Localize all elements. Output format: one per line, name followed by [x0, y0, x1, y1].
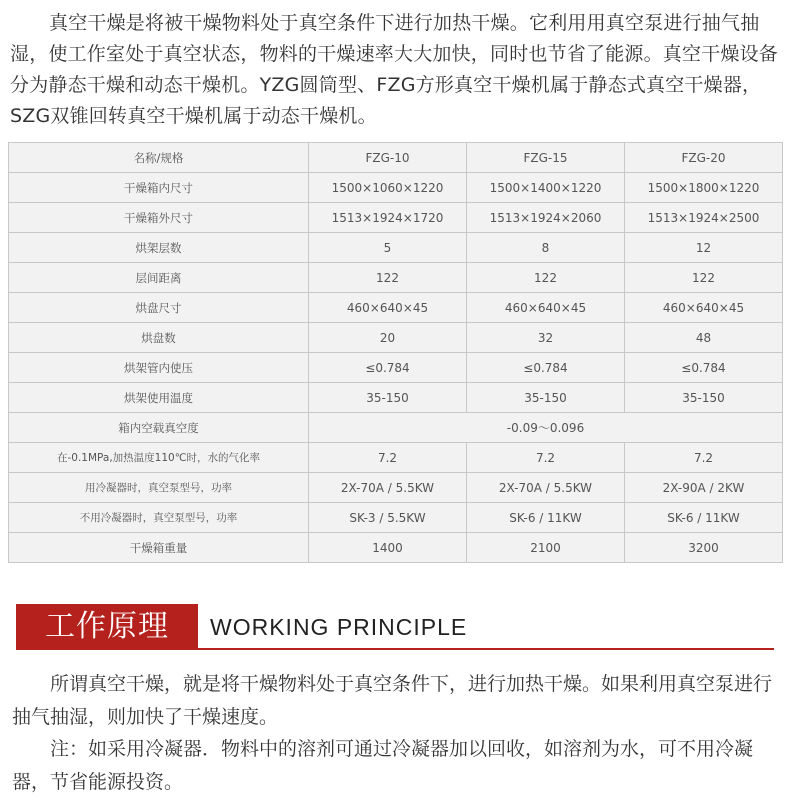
table-cell: ≤0.784	[467, 353, 625, 383]
section-title: 工作原理	[45, 609, 169, 644]
header-cell-model: FZG-15	[467, 143, 625, 173]
principle-paragraph: 所谓真空干燥，就是将干燥物料处于真空条件下，进行加热干燥。如果利用真空泵进行抽气抽湿，则加快了干燥速度。	[12, 673, 773, 728]
table-row	[9, 323, 783, 353]
header-cell-model: FZG-10	[309, 143, 467, 173]
table-cell: 122	[625, 263, 783, 293]
table-cell: 8	[467, 233, 625, 263]
row-label: 干燥箱重量	[9, 533, 309, 563]
section-subtitle: WORKING PRINCIPLE	[210, 614, 468, 640]
table-row	[9, 503, 783, 533]
row-label: 用冷凝器时，真空泵型号，功率	[9, 473, 309, 503]
table-cell: 1513×1924×2500	[625, 203, 783, 233]
table-cell: SK-6 / 11KW	[625, 503, 783, 533]
table-row	[9, 383, 783, 413]
table-cell: 35-150	[467, 383, 625, 413]
header-cell-model: FZG-20	[625, 143, 783, 173]
row-label: 在-0.1MPa,加热温度110℃时，水的气化率	[9, 443, 309, 473]
row-label: 烘盘尺寸	[9, 293, 309, 323]
row-label: 烘盘数	[9, 323, 309, 353]
table-cell: 122	[467, 263, 625, 293]
intro-paragraph: 真空干燥是将被干燥物料处于真空条件下进行加热干燥。它利用用真空泵进行抽气抽湿，使工作室处于真空状态，物料的干燥速率大大加快，同时也节省了能源。真空干燥设备分为静态干燥和动态干燥机。YZG圆筒型、FZG方形真空干燥机属于静态式真空干燥器，SZG双锥回转真空干燥机属于动态干燥机。	[10, 12, 779, 127]
row-label: 烘架层数	[9, 233, 309, 263]
table-cell: 5	[309, 233, 467, 263]
table-cell: 35-150	[309, 383, 467, 413]
table-cell: 48	[625, 323, 783, 353]
section-banner	[16, 604, 774, 650]
table-cell: 1500×1400×1220	[467, 173, 625, 203]
table-row	[9, 263, 783, 293]
banner-divider	[16, 648, 774, 650]
table-row	[9, 293, 783, 323]
table-cell: 20	[309, 323, 467, 353]
table-row	[9, 533, 783, 563]
table-cell: 122	[309, 263, 467, 293]
row-label: 干燥箱内尺寸	[9, 173, 309, 203]
table-cell: 32	[467, 323, 625, 353]
row-label: 烘架使用温度	[9, 383, 309, 413]
table-row	[9, 443, 783, 473]
row-label: 层间距离	[9, 263, 309, 293]
table-row	[9, 353, 783, 383]
table-cell: 1500×1800×1220	[625, 173, 783, 203]
table-cell: 1513×1924×2060	[467, 203, 625, 233]
table-cell: ≤0.784	[625, 353, 783, 383]
table-cell: 460×640×45	[309, 293, 467, 323]
table-row	[9, 233, 783, 263]
table-cell: 7.2	[625, 443, 783, 473]
table-cell: 2X-70A / 5.5KW	[309, 473, 467, 503]
table-cell: 460×640×45	[625, 293, 783, 323]
table-row	[9, 173, 783, 203]
row-label: 干燥箱外尺寸	[9, 203, 309, 233]
row-label: 箱内空载真空度	[9, 413, 309, 443]
table-cell: 1500×1060×1220	[309, 173, 467, 203]
table-cell-merged: -0.09～0.096	[309, 413, 783, 443]
table-cell: ≤0.784	[309, 353, 467, 383]
spec-table	[8, 142, 783, 563]
table-cell: 7.2	[467, 443, 625, 473]
table-cell: 12	[625, 233, 783, 263]
table-cell: 2X-90A / 2KW	[625, 473, 783, 503]
table-cell: SK-3 / 5.5KW	[309, 503, 467, 533]
table-cell: 1400	[309, 533, 467, 563]
note-paragraph: 注：如采用冷凝器．物料中的溶剂可通过冷凝器加以回收，如溶剂为水，可不用冷凝器，节省能源投资。	[12, 738, 754, 793]
header-cell-name: 名称/规格	[9, 143, 309, 173]
table-cell: 3200	[625, 533, 783, 563]
table-cell: 7.2	[309, 443, 467, 473]
table-cell: 1513×1924×1720	[309, 203, 467, 233]
table-cell: 35-150	[625, 383, 783, 413]
table-row	[9, 473, 783, 503]
table-row	[9, 413, 783, 443]
table-header-row	[9, 143, 783, 173]
row-label: 不用冷凝器时，真空泵型号，功率	[9, 503, 309, 533]
table-row	[9, 203, 783, 233]
table-cell: 460×640×45	[467, 293, 625, 323]
table-cell: 2X-70A / 5.5KW	[467, 473, 625, 503]
table-cell: 2100	[467, 533, 625, 563]
row-label: 烘架管内使压	[9, 353, 309, 383]
table-cell: SK-6 / 11KW	[467, 503, 625, 533]
